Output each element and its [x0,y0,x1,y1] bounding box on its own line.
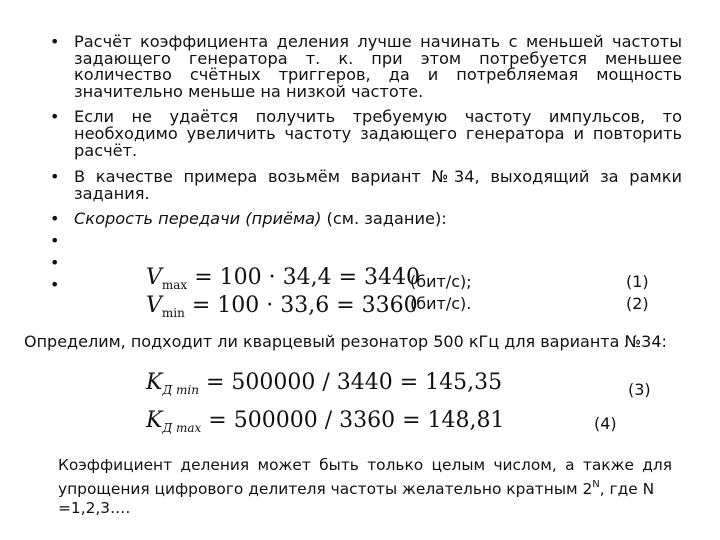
bullet-list [50,34,682,299]
bullet-marker: • [50,252,60,272]
formula-vmin-expr: = 100 · 33,6 = 3360 [184,293,418,318]
bullet-marker: • [50,230,60,250]
conclusion-line-1: Коэффициент деления может быть только целым числом, а также для [58,456,672,474]
bullet-marker: • [50,274,60,294]
formula-vmin-var: V [146,293,162,318]
bullet-marker: • [50,167,60,187]
bullet-marker: • [50,32,60,51]
formula-vmax [146,265,420,292]
bullet-item-1 [50,34,682,100]
formula-kmax [146,408,505,435]
formula-vmin-unit: (бит/с). [410,294,472,313]
formula-vmax-unit: (бит/с); [410,272,472,291]
definition-text: Определим, подходит ли кварцевый резонатор 500 кГц для варианта №34: [24,332,667,351]
bullet-item-4 [50,211,682,228]
formula-vmax-sub: max [161,278,188,292]
conclusion-line-2-post: , где N =1,2,3…. [58,480,655,517]
bullet-text-3: В качестве примера возьмём вариант №34, выходящий за рамки задания. [74,167,682,203]
equation-number-3: (3) [628,380,651,399]
formula-vmin-sub: min [161,306,185,320]
formula-vmax-var: V [146,265,162,290]
bullet-item-2 [50,109,682,159]
conclusion-paragraph [58,456,672,518]
formula-vmin [146,293,418,320]
formula-kmin-expr: = 500000 / 3440 = 145,35 [198,370,503,395]
bullet-item-3 [50,169,682,202]
formula-vmax-expr: = 100 · 34,4 = 3440 [187,265,420,290]
bullet-item-5 [50,230,682,250]
bullet-text-4-rest: (см. задание): [321,209,447,229]
bullet-text-1: Расчёт коэффициента деления лучше начинать с меньшей частоты задающего генератора т. к. при этом потребуется меньшее количество счётных триггеров, да и потребляемая мощность значительно меньше на низкой частоте. [74,32,682,101]
equation-number-2: (2) [626,294,649,313]
formula-kmax-sub: Д max [162,421,202,435]
formula-kmin-var: K [146,370,163,395]
formula-kmax-var: K [146,408,163,433]
bullet-text-2: Если не удаётся получить требуемую частоту импульсов, то необходимо увеличить частоту задающего генератора и повторить расчёт. [74,107,682,160]
formula-kmin-sub: Д min [162,383,199,397]
formula-kmax-expr: = 500000 / 3360 = 148,81 [201,408,505,433]
conclusion-line-2-sup: N [592,479,600,490]
bullet-marker: • [50,107,60,127]
bullet-marker: • [50,209,60,229]
equation-number-1: (1) [626,272,649,291]
conclusion-line-2-pre: упрощения цифрового делителя частоты желательно кратным 2 [58,480,593,498]
formula-kmin [146,370,502,397]
bullet-text-4-italic: Скорость передачи (приёма) [74,209,322,229]
equation-number-4: (4) [594,414,617,433]
